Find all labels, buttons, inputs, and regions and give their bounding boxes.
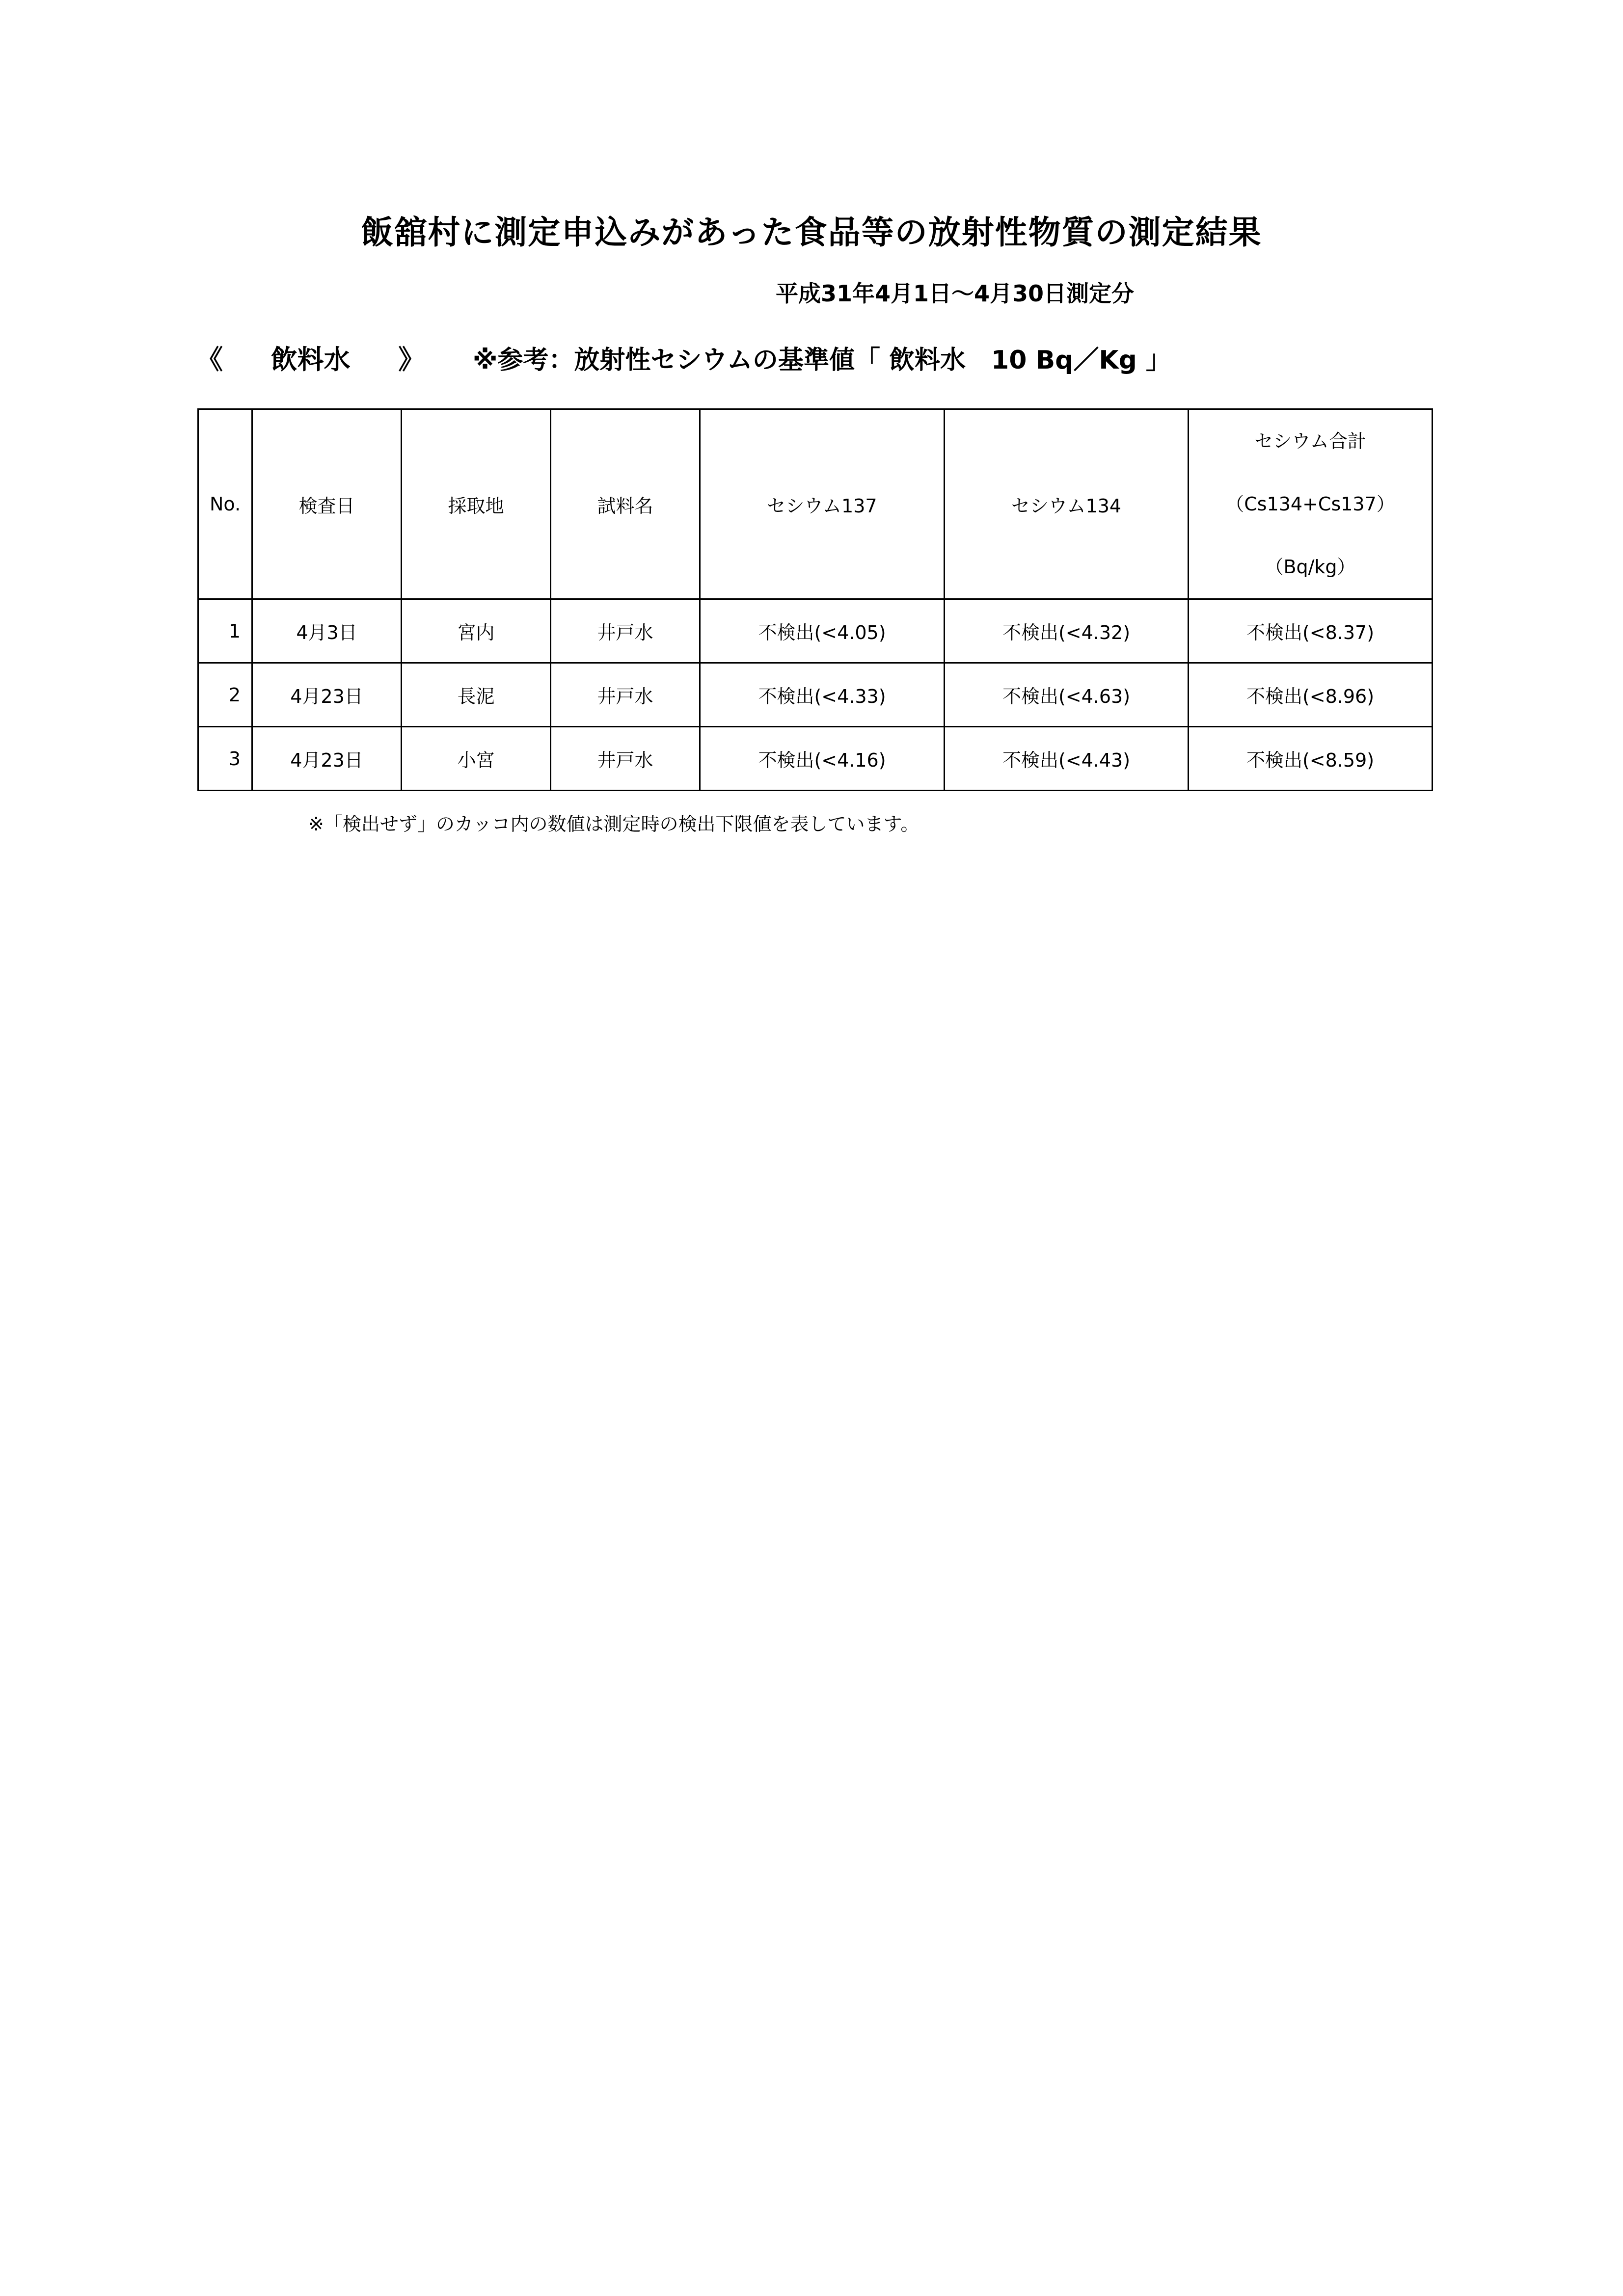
cell-location: 長泥 <box>402 663 551 727</box>
cell-sample: 井戸水 <box>551 663 700 727</box>
header-cs134: セシウム134 <box>945 409 1189 599</box>
cell-cs137: 不検出(<4.33) <box>700 663 945 727</box>
header-total-unit: （Bq/kg） <box>1265 556 1356 578</box>
table-row <box>198 727 1433 791</box>
cell-cs134: 不検出(<4.63) <box>945 663 1189 727</box>
header-no: No. <box>198 409 252 599</box>
footnote: ※「検出せず」のカッコ内の数値は測定時の検出下限値を表しています。 <box>308 813 920 835</box>
header-sample: 試料名 <box>551 409 700 599</box>
section-heading <box>196 339 1171 376</box>
cell-sample: 井戸水 <box>551 599 700 663</box>
cell-total: 不検出(<8.37) <box>1189 599 1433 663</box>
header-total-label: セシウム合計 <box>1254 430 1366 452</box>
cell-no: 3 <box>198 727 252 791</box>
section-name: 飲料水 <box>270 344 351 375</box>
cell-cs137: 不検出(<4.16) <box>700 727 945 791</box>
results-table <box>197 408 1433 791</box>
table-header <box>198 409 1433 599</box>
header-row <box>198 409 1433 599</box>
page-title: 飯舘村に測定申込みがあった食品等の放射性物質の測定結果 <box>361 214 1262 251</box>
table-body <box>198 599 1433 791</box>
cell-cs134: 不検出(<4.43) <box>945 727 1189 791</box>
cell-total: 不検出(<8.96) <box>1189 663 1433 727</box>
section-close-bracket: 》 <box>398 344 425 375</box>
cell-date: 4月3日 <box>252 599 402 663</box>
cell-date: 4月23日 <box>252 727 402 791</box>
header-location: 採取地 <box>402 409 551 599</box>
header-total <box>1189 409 1433 599</box>
section-open-bracket: 《 <box>196 344 223 375</box>
header-date: 検査日 <box>252 409 402 599</box>
reference-standard: ※参考：放射性セシウムの基準値「 飲料水 10 Bq／Kg 」 <box>472 346 1171 375</box>
header-cs137: セシウム137 <box>700 409 945 599</box>
cell-no: 2 <box>198 663 252 727</box>
cell-date: 4月23日 <box>252 663 402 727</box>
table-row <box>198 599 1433 663</box>
measurement-period: 平成31年4月1日～4月30日測定分 <box>776 280 1135 307</box>
cell-cs134: 不検出(<4.32) <box>945 599 1189 663</box>
cell-no: 1 <box>198 599 252 663</box>
header-total-formula: （Cs134+Cs137） <box>1225 493 1395 515</box>
cell-location: 小宮 <box>402 727 551 791</box>
cell-total: 不検出(<8.59) <box>1189 727 1433 791</box>
cell-sample: 井戸水 <box>551 727 700 791</box>
cell-location: 宮内 <box>402 599 551 663</box>
table-row <box>198 663 1433 727</box>
cell-cs137: 不検出(<4.05) <box>700 599 945 663</box>
